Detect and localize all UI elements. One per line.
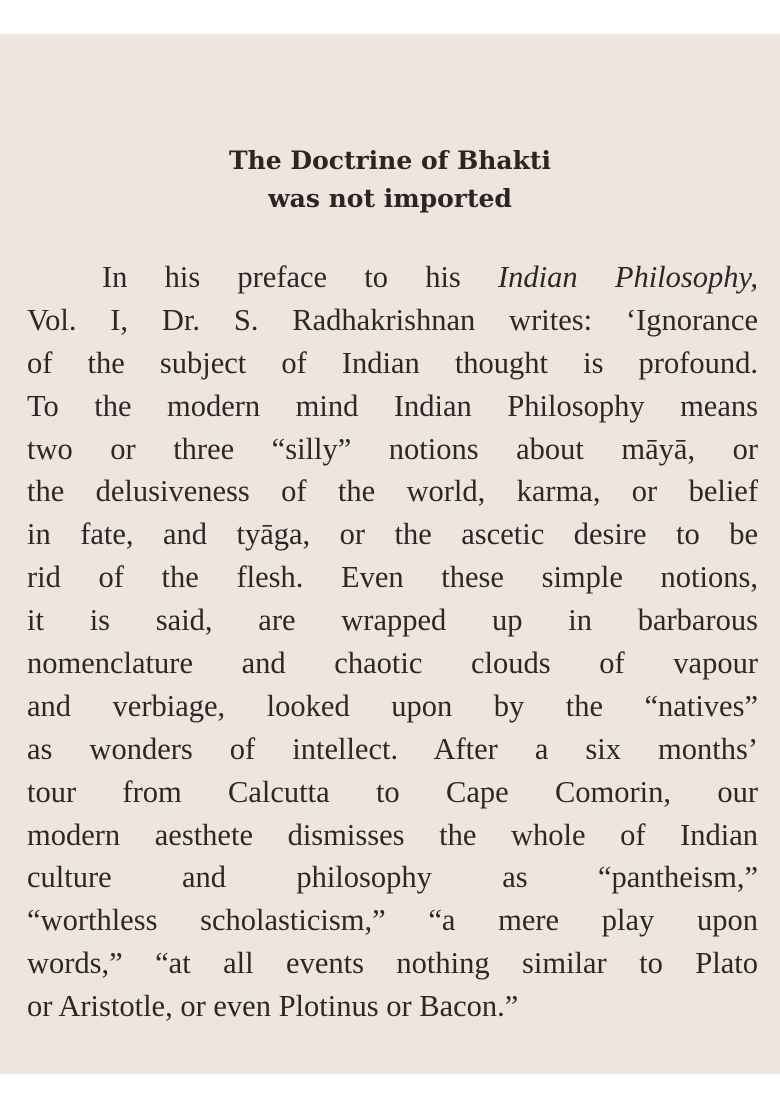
text-line: To the modern mind Indian Philosophy means <box>27 388 758 423</box>
text-line: words,” “at all events nothing similar to Plato <box>27 946 758 981</box>
body-paragraph <box>27 256 758 1028</box>
text-line: in fate, and tyāga, or the ascetic desire to be <box>27 517 758 552</box>
text-line: modern aesthete dismisses the whole of Indian <box>27 817 758 852</box>
text-line: culture and philosophy as “pantheism,” <box>27 860 758 895</box>
text-line: the delusiveness of the world, karma, or belief <box>27 474 758 509</box>
book-page <box>0 34 780 1074</box>
text-line: rid of the flesh. Even these simple notions, <box>27 560 758 595</box>
text-line: two or three “silly” notions about māyā, or <box>27 431 758 466</box>
text-line: of the subject of Indian thought is profound. <box>27 345 758 380</box>
text-line: tour from Calcutta to Cape Comorin, our <box>27 774 758 809</box>
section-heading-line-2: was not imported <box>268 184 512 213</box>
text-line: as wonders of intellect. After a six months’ <box>27 731 758 766</box>
text-line: or Aristotle, or even Plotinus or Bacon.” <box>27 989 519 1024</box>
text-line <box>27 256 758 299</box>
text-line: and verbiage, looked upon by the “natives” <box>27 688 758 723</box>
text-line: “worthless scholasticism,” “a mere play upon <box>27 903 758 938</box>
text-line: Vol. I, Dr. S. Radhakrishnan writes: ‘Ignorance <box>27 302 758 337</box>
book-title-italic: Indian Philosophy, <box>498 260 759 294</box>
text-line: it is said, are wrapped up in barbarous <box>27 603 758 638</box>
text-plain: In his preface to his <box>102 260 498 294</box>
section-heading-line-1: The Doctrine of Bhakti <box>229 146 551 175</box>
text-line: nomenclature and chaotic clouds of vapour <box>27 646 758 681</box>
